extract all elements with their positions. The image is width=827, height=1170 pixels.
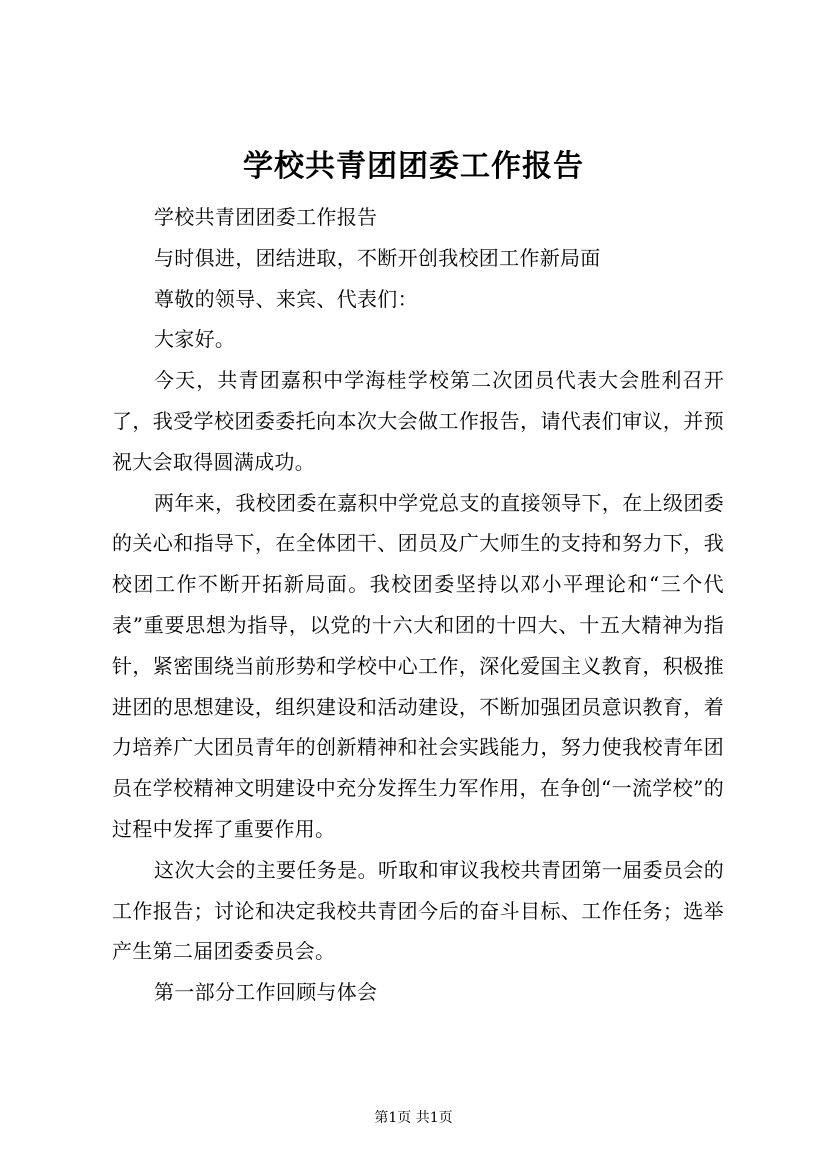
paragraph: 今天，共青团嘉积中学海桂学校第二次团员代表大会胜利召开了，我受学校团委委托向本次大会做工作报告，请代表们审议，并预祝大会取得圆满成功。 bbox=[112, 368, 724, 474]
document-body bbox=[112, 197, 724, 1013]
paragraph: 第一部分工作回顾与体会 bbox=[154, 980, 378, 1005]
paragraph: 与时俱进，团结进取，不断开创我校团工作新局面 bbox=[154, 245, 601, 270]
paragraph: 两年来，我校团委在嘉积中学党总支的直接领导下，在上级团委的关心和指导下，在全体团干、团员及广大师生的支持和努力下，我校团工作不断开拓新局面。我校团委坚持以邓小平理论和“三个代表”重要思想为指导，以党的十六大和团的十四大、十五大精神为指针，紧密围绕当前形势和学校中心工作，深化爱国主义教育，积极推进团的思想建设，组织建设和活动建设，不断加强团员意识教育，着力培养广大团员青年的创新精神和社会实践能力，努力使我校青年团员在学校精神文明建设中充分发挥生力军作用，在争创“一流学校”的过程中发挥了重要作用。 bbox=[112, 490, 724, 841]
paragraph: 这次大会的主要任务是。听取和审议我校共青团第一届委员会的工作报告；讨论和决定我校共青团今后的奋斗目标、工作任务；选举产生第二届团委委员会。 bbox=[112, 857, 724, 964]
document-title: 学校共青团团委工作报告 bbox=[243, 149, 584, 184]
paragraph: 尊敬的领导、来宾、代表们： bbox=[154, 286, 418, 311]
paragraph: 学校共青团团委工作报告 bbox=[154, 205, 378, 229]
paragraph: 大家好。 bbox=[154, 327, 236, 352]
page-footer: 第1页 共1页 bbox=[374, 1110, 453, 1126]
